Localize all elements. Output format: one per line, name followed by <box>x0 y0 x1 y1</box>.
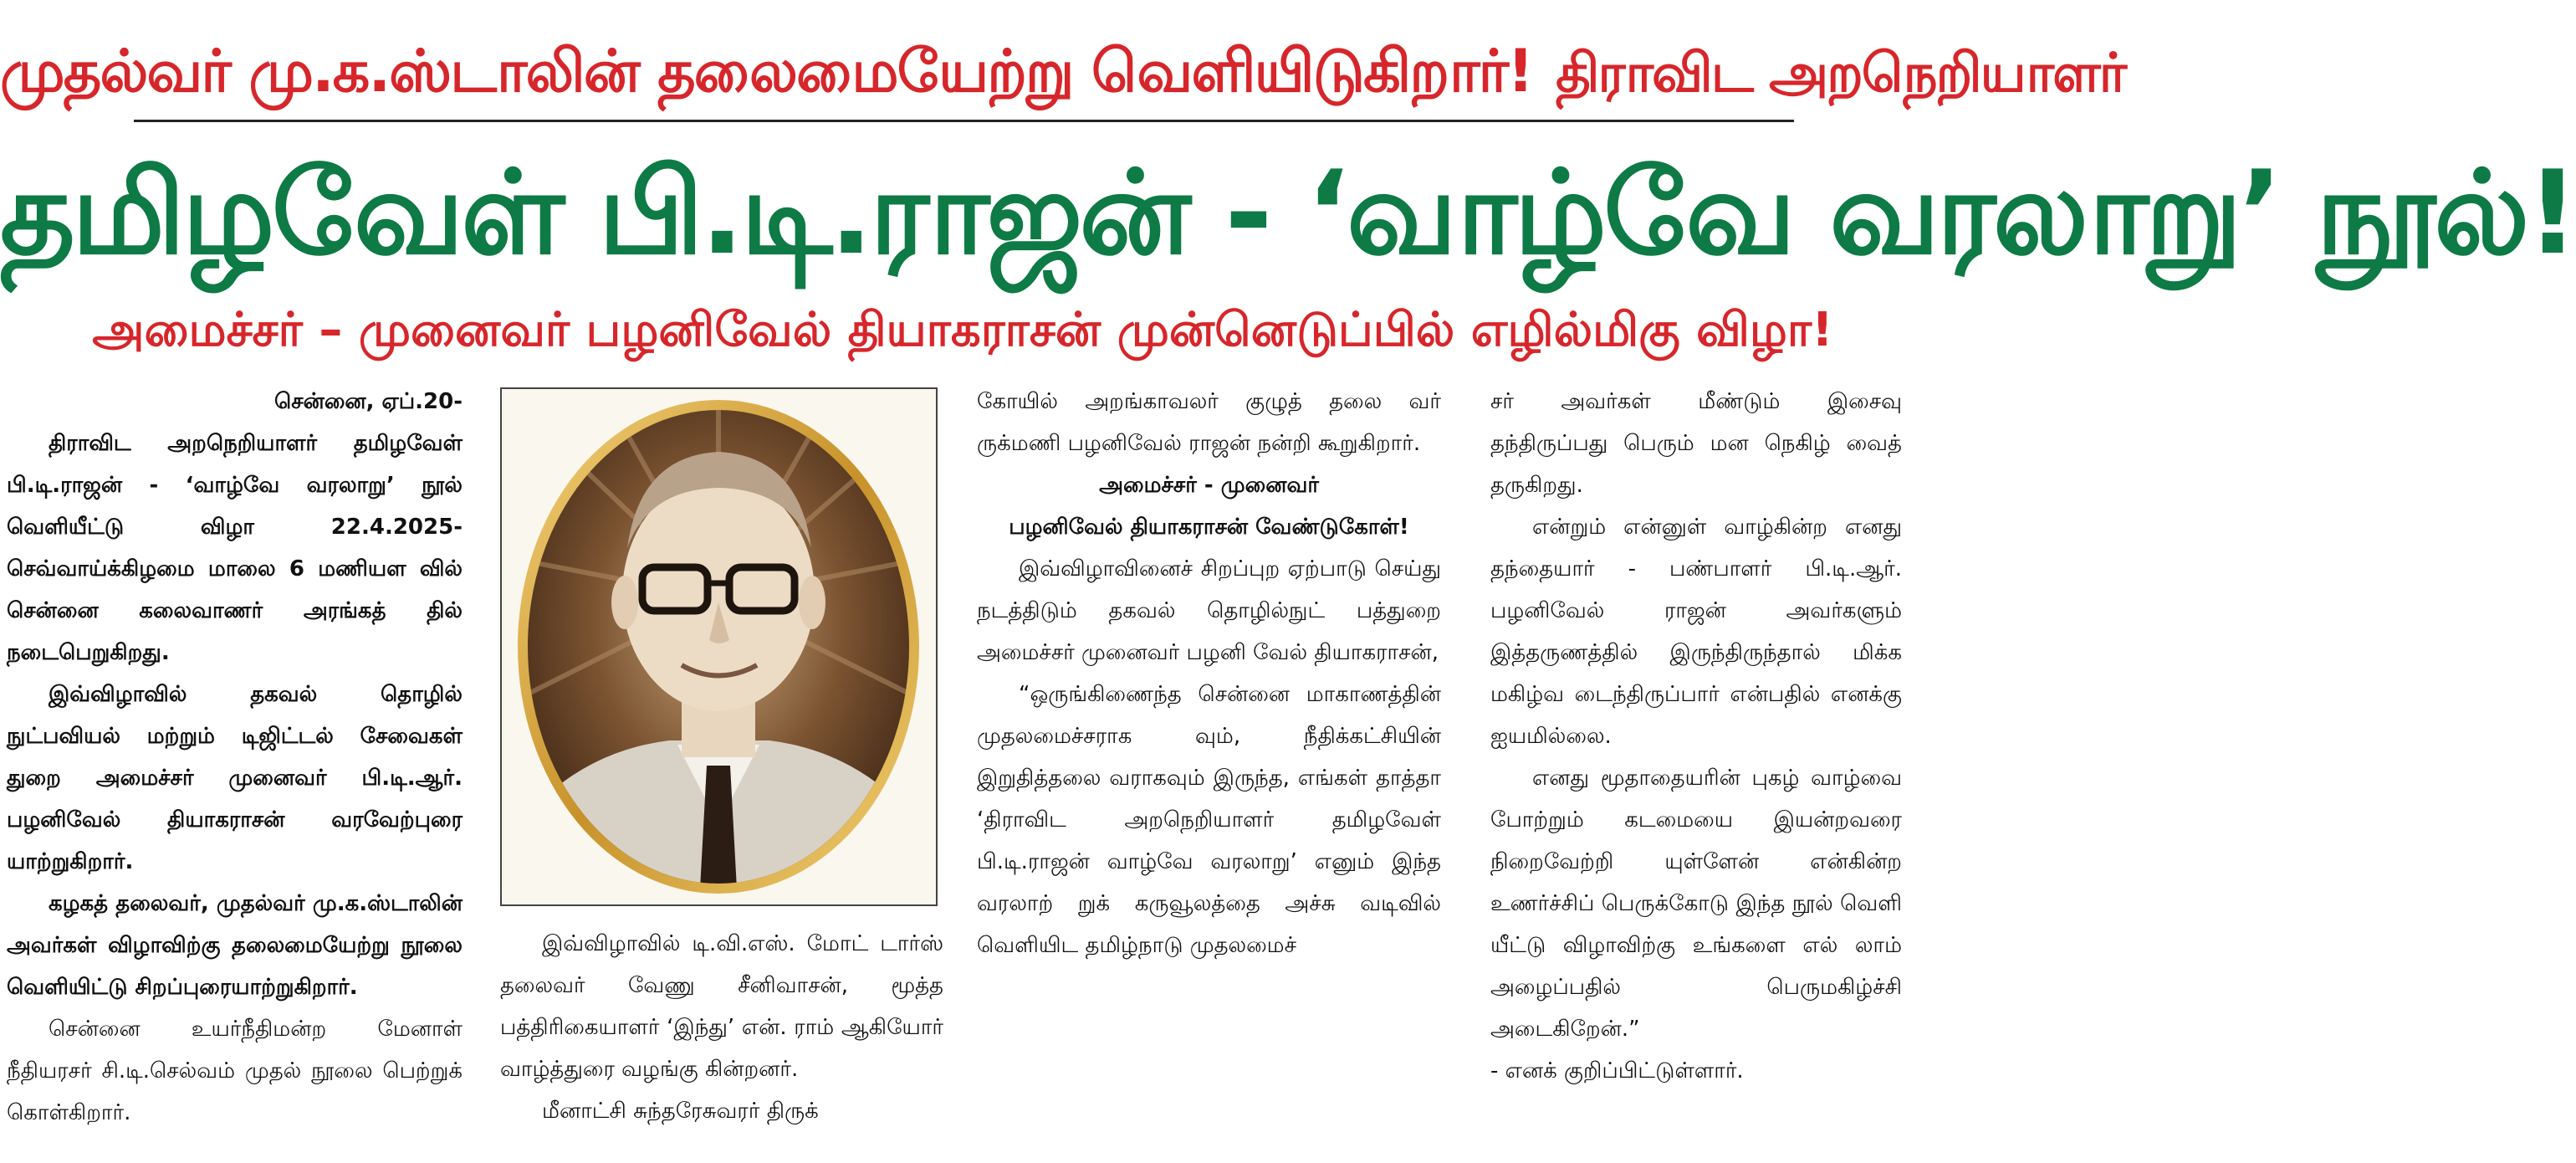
col4-paragraph-3: எனது மூதாதையரின் புகழ் வாழ்வை போற்றும் கடமையை இயன்றவரை நிறைவேற்றி யுள்ளேன் என்கின்ற உணர்ச்சிப் பெருக்கோடு இந்த நூல் வெளி யீட்டு விழாவிற்கு உங்களை எல் லாம் அழைப்பதில் பெருமகிழ்ச்சி அடைகிறேன்.” <box>1490 766 1902 1042</box>
portrait-illustration <box>502 389 936 904</box>
col1-paragraph-4: சென்னை உயர்நீதிமன்ற மேனாள் நீதியரசர் சி.டி.செல்வம் முதல் நூலை பெற்றுக் கொள்கிறார். <box>7 1017 463 1125</box>
subheadline: அமைச்சர் – முனைவர் பழனிவேல் தியாகராசன் முன்னெடுப்பில் எழில்மிகு விழா! <box>92 303 1833 357</box>
column-1 <box>7 381 463 1163</box>
col3-subhead-2: பழனிவேல் தியாகராசன் வேண்டுகோள்! <box>1009 515 1409 540</box>
col1-paragraph-2: இவ்விழாவில் தகவல் தொழில் நுட்பவியல் மற்றும் டிஜிட்டல் சேவைகள் துறை அமைச்சர் முனைவர் பி.டி.ஆர். பழனிவேல் தியாகராசன் வரவேற்புரை யாற்றுகிறார். <box>7 682 463 874</box>
col2-paragraph-1: இவ்விழாவில் டி.வி.எஸ். மோட் டார்ஸ் தலைவர் வேணு சீனிவாசன், மூத்த பத்திரிகையாளர் ‘இந்து’ என். ராம் ஆகியோர் வாழ்த்துரை வழங்கு கின்றனர். <box>500 931 943 1082</box>
kicker-main: முதல்வர் மு.க.ஸ்டாலின் தலைமையேற்று வெளியிடுகிறார்! <box>0 37 1533 105</box>
kicker-rule <box>134 120 1794 122</box>
col3-paragraph-2: இவ்விழாவினைச் சிறப்புற ஏற்பாடு செய்து நடத்திடும் தகவல் தொழில்நுட் பத்துறை அமைச்சர் முனைவர் பழனி வேல் தியாகராசன், <box>977 556 1441 665</box>
col3-paragraph-1: கோயில் அறங்காவலர் குழுத் தலை வர் ருக்மணி பழனிவேல் ராஜன் நன்றி கூறுகிறார். <box>977 389 1441 456</box>
kicker-line <box>0 25 2126 117</box>
col4-paragraph-4: - எனக் குறிப்பிட்டுள்ளார். <box>1490 1058 1744 1084</box>
col4-paragraph-2: என்றும் என்னுள் வாழ்கின்ற எனது தந்தையார் - பண்பாளர் பி.டி.ஆர். பழனிவேல் ராஜன் அவர்களும் இத்தருணத்தில் இருந்திருந்தால் மிக்க மகிழ்வ டைந்திருப்பார் என்பதில் எனக்கு ஐயமில்லை. <box>1490 515 1902 749</box>
column-2 <box>500 923 943 1163</box>
kicker-tag: திராவிட அறநெறியாளர் <box>1556 43 2126 105</box>
col3-paragraph-3: “ஒருங்கிணைந்த சென்னை மாகாணத்தின் முதலமைச்சராக வும், நீதிக்கட்சியின் இறுதித்தலை வராகவும் இருந்த, எங்கள் தாத்தா ‘திராவிட அறநெறியாளர் தமிழவேள் பி.டி.ராஜன் வாழ்வே வரலாறு’ எனும் இந்த வரலாற் றுக் கருவூலத்தை அச்சு வடிவில் வெளியிட தமிழ்நாடு முதலமைச் <box>977 682 1441 958</box>
col4-paragraph-1: சர் அவர்கள் மீண்டும் இசைவு தந்திருப்பது பெரும் மன நெகிழ் வைத் தருகிறது. <box>1490 389 1902 498</box>
dateline: சென்னை, ஏப்.20- <box>273 389 463 414</box>
col3-subhead-1: அமைச்சர் - முனைவர் <box>1099 473 1319 498</box>
col2-paragraph-2: மீனாட்சி சுந்தரேசுவரர் திருக் <box>542 1099 819 1124</box>
portrait-photo <box>500 387 938 906</box>
main-headline: தமிழவேள் பி.டி.ராஜன் - ‘வாழ்வே வரலாறு’ நூல்! <box>0 146 2576 280</box>
column-3 <box>977 381 1441 1163</box>
col1-paragraph-1: திராவிட அறநெறியாளர் தமிழவேள் பி.டி.ராஜன் - ‘வாழ்வே வரலாறு’ நூல் வெளியீட்டு விழா 22.4.2025- செவ்வாய்க்கிழமை மாலை 6 மணியள வில் சென்னை கலைவாணர் அரங்கத் தில் நடைபெறுகிறது. <box>7 431 463 665</box>
col1-paragraph-3: கழகத் தலைவர், முதல்வர் மு.க.ஸ்டாலின் அவர்கள் விழாவிற்கு தலைமையேற்று நூலை வெளியிட்டு சிறப்புரையாற்றுகிறார். <box>7 891 463 1000</box>
column-4 <box>1490 381 1902 1163</box>
